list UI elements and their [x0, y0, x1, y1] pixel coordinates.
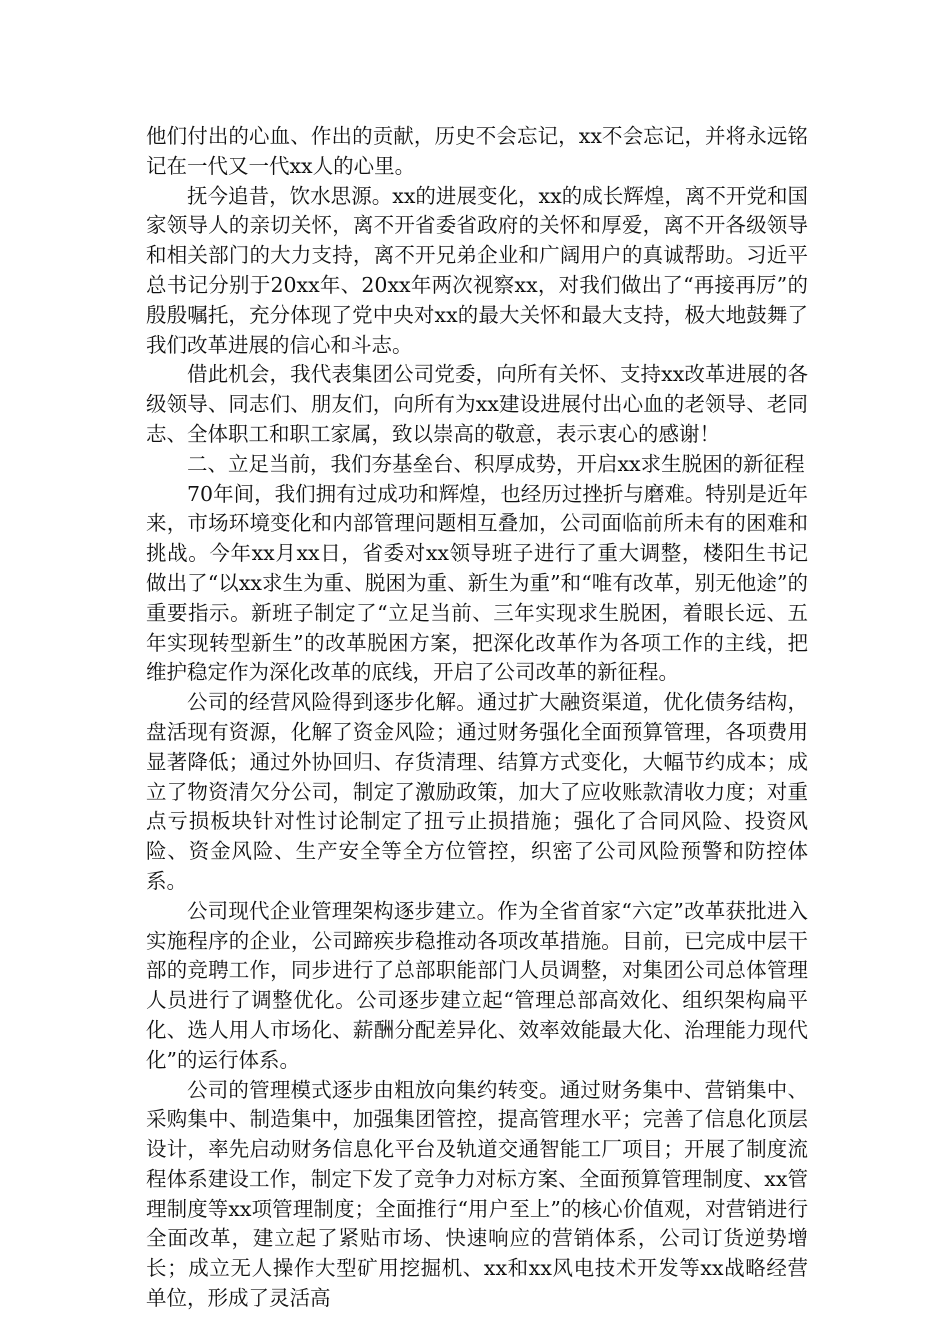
- paragraph-6: 公司现代企业管理架构逐步建立。作为全省首家“六定”改革获批进入实施程序的企业，公司蹄疾步稳推动各项改革措施。目前，已完成中层干部的竞聘工作，同步进行了总部职能部门人员调整，对集团公司总体管理人员进行了调整优化。公司逐步建立起“管理总部高效化、组织架构扁平化、选人用人市场化、薪酬分配差异化、效率效能最大化、治理能力现代化”的运行体系。: [146, 898, 808, 1072]
- paragraph-1: 他们付出的心血、作出的贡献，历史不会忘记，xx不会忘记，并将永远铭记在一代又一代xx人的心里。: [146, 124, 808, 178]
- paragraph-7: 公司的管理模式逐步由粗放向集约转变。通过财务集中、营销集中、采购集中、制造集中，加强集团管控，提高管理水平；完善了信息化顶层设计，率先启动财务信息化平台及轨道交通智能工厂项目；开展了制度流程体系建设工作，制定下发了竞争力对标方案、全面预算管理制度、xx管理制度等xx项管理制度；全面推行“用户至上”的核心价值观，对营销进行全面改革，建立起了紧贴市场、快速响应的营销体系，公司订货逆势增长；成立无人操作大型矿用挖掘机、xx和xx风电技术开发等xx战略经营单位，形成了灵活高: [146, 1077, 808, 1311]
- paragraph-4: 70年间，我们拥有过成功和辉煌，也经历过挫折与磨难。特别是近年来，市场环境变化和内部管理问题相互叠加，公司面临前所未有的困难和挑战。今年xx月xx日，省委对xx领导班子进行了重大调整，楼阳生书记做出了“以xx求生为重、脱困为重、新生为重”和“唯有改革，别无他途”的重要指示。新班子制定了“立足当前、三年实现求生脱困，着眼长远、五年实现转型新生”的改革脱困方案，把深化改革作为各项工作的主线，把维护稳定作为深化改革的底线，开启了公司改革的新征程。: [146, 481, 808, 685]
- document-page: [146, 122, 808, 1314]
- paragraph-3: 借此机会，我代表集团公司党委，向所有关怀、支持xx改革进展的各级领导、同志们、朋友们，向所有为xx建设进展付出心血的老领导、老同志、全体职工和职工家属，致以崇高的敬意，表示衷心的感谢！: [146, 362, 808, 446]
- paragraph-2: 抚今追昔，饮水思源。xx的进展变化，xx的成长辉煌，离不开党和国家领导人的亲切关怀，离不开省委省政府的关怀和厚爱，离不开各级领导和相关部门的大力支持，离不开兄弟企业和广阔用户的真诚帮助。习近平总书记分别于20xx年、20xx年两次视察xx，对我们做出了“再接再厉”的殷殷嘱托，充分体现了党中央对xx的最大关怀和最大支持，极大地鼓舞了我们改革进展的信心和斗志。: [146, 183, 808, 357]
- paragraph-5: 公司的经营风险得到逐步化解。通过扩大融资渠道，优化债务结构，盘活现有资源，化解了资金风险；通过财务强化全面预算管理，各项费用显著降低；通过外协回归、存货清理、结算方式变化，大幅节约成本；成立了物资清欠分公司，制定了激励政策，加大了应收账款清收力度；对重点亏损板块针对性讨论制定了扭亏止损措施；强化了合同风险、投资风险、资金风险、生产安全等全方位管控，织密了公司风险预警和防控体系。: [146, 690, 808, 893]
- section-heading: 二、立足当前，我们夯基垒台、积厚成势，开启xx求生脱困的新征程: [187, 451, 805, 476]
